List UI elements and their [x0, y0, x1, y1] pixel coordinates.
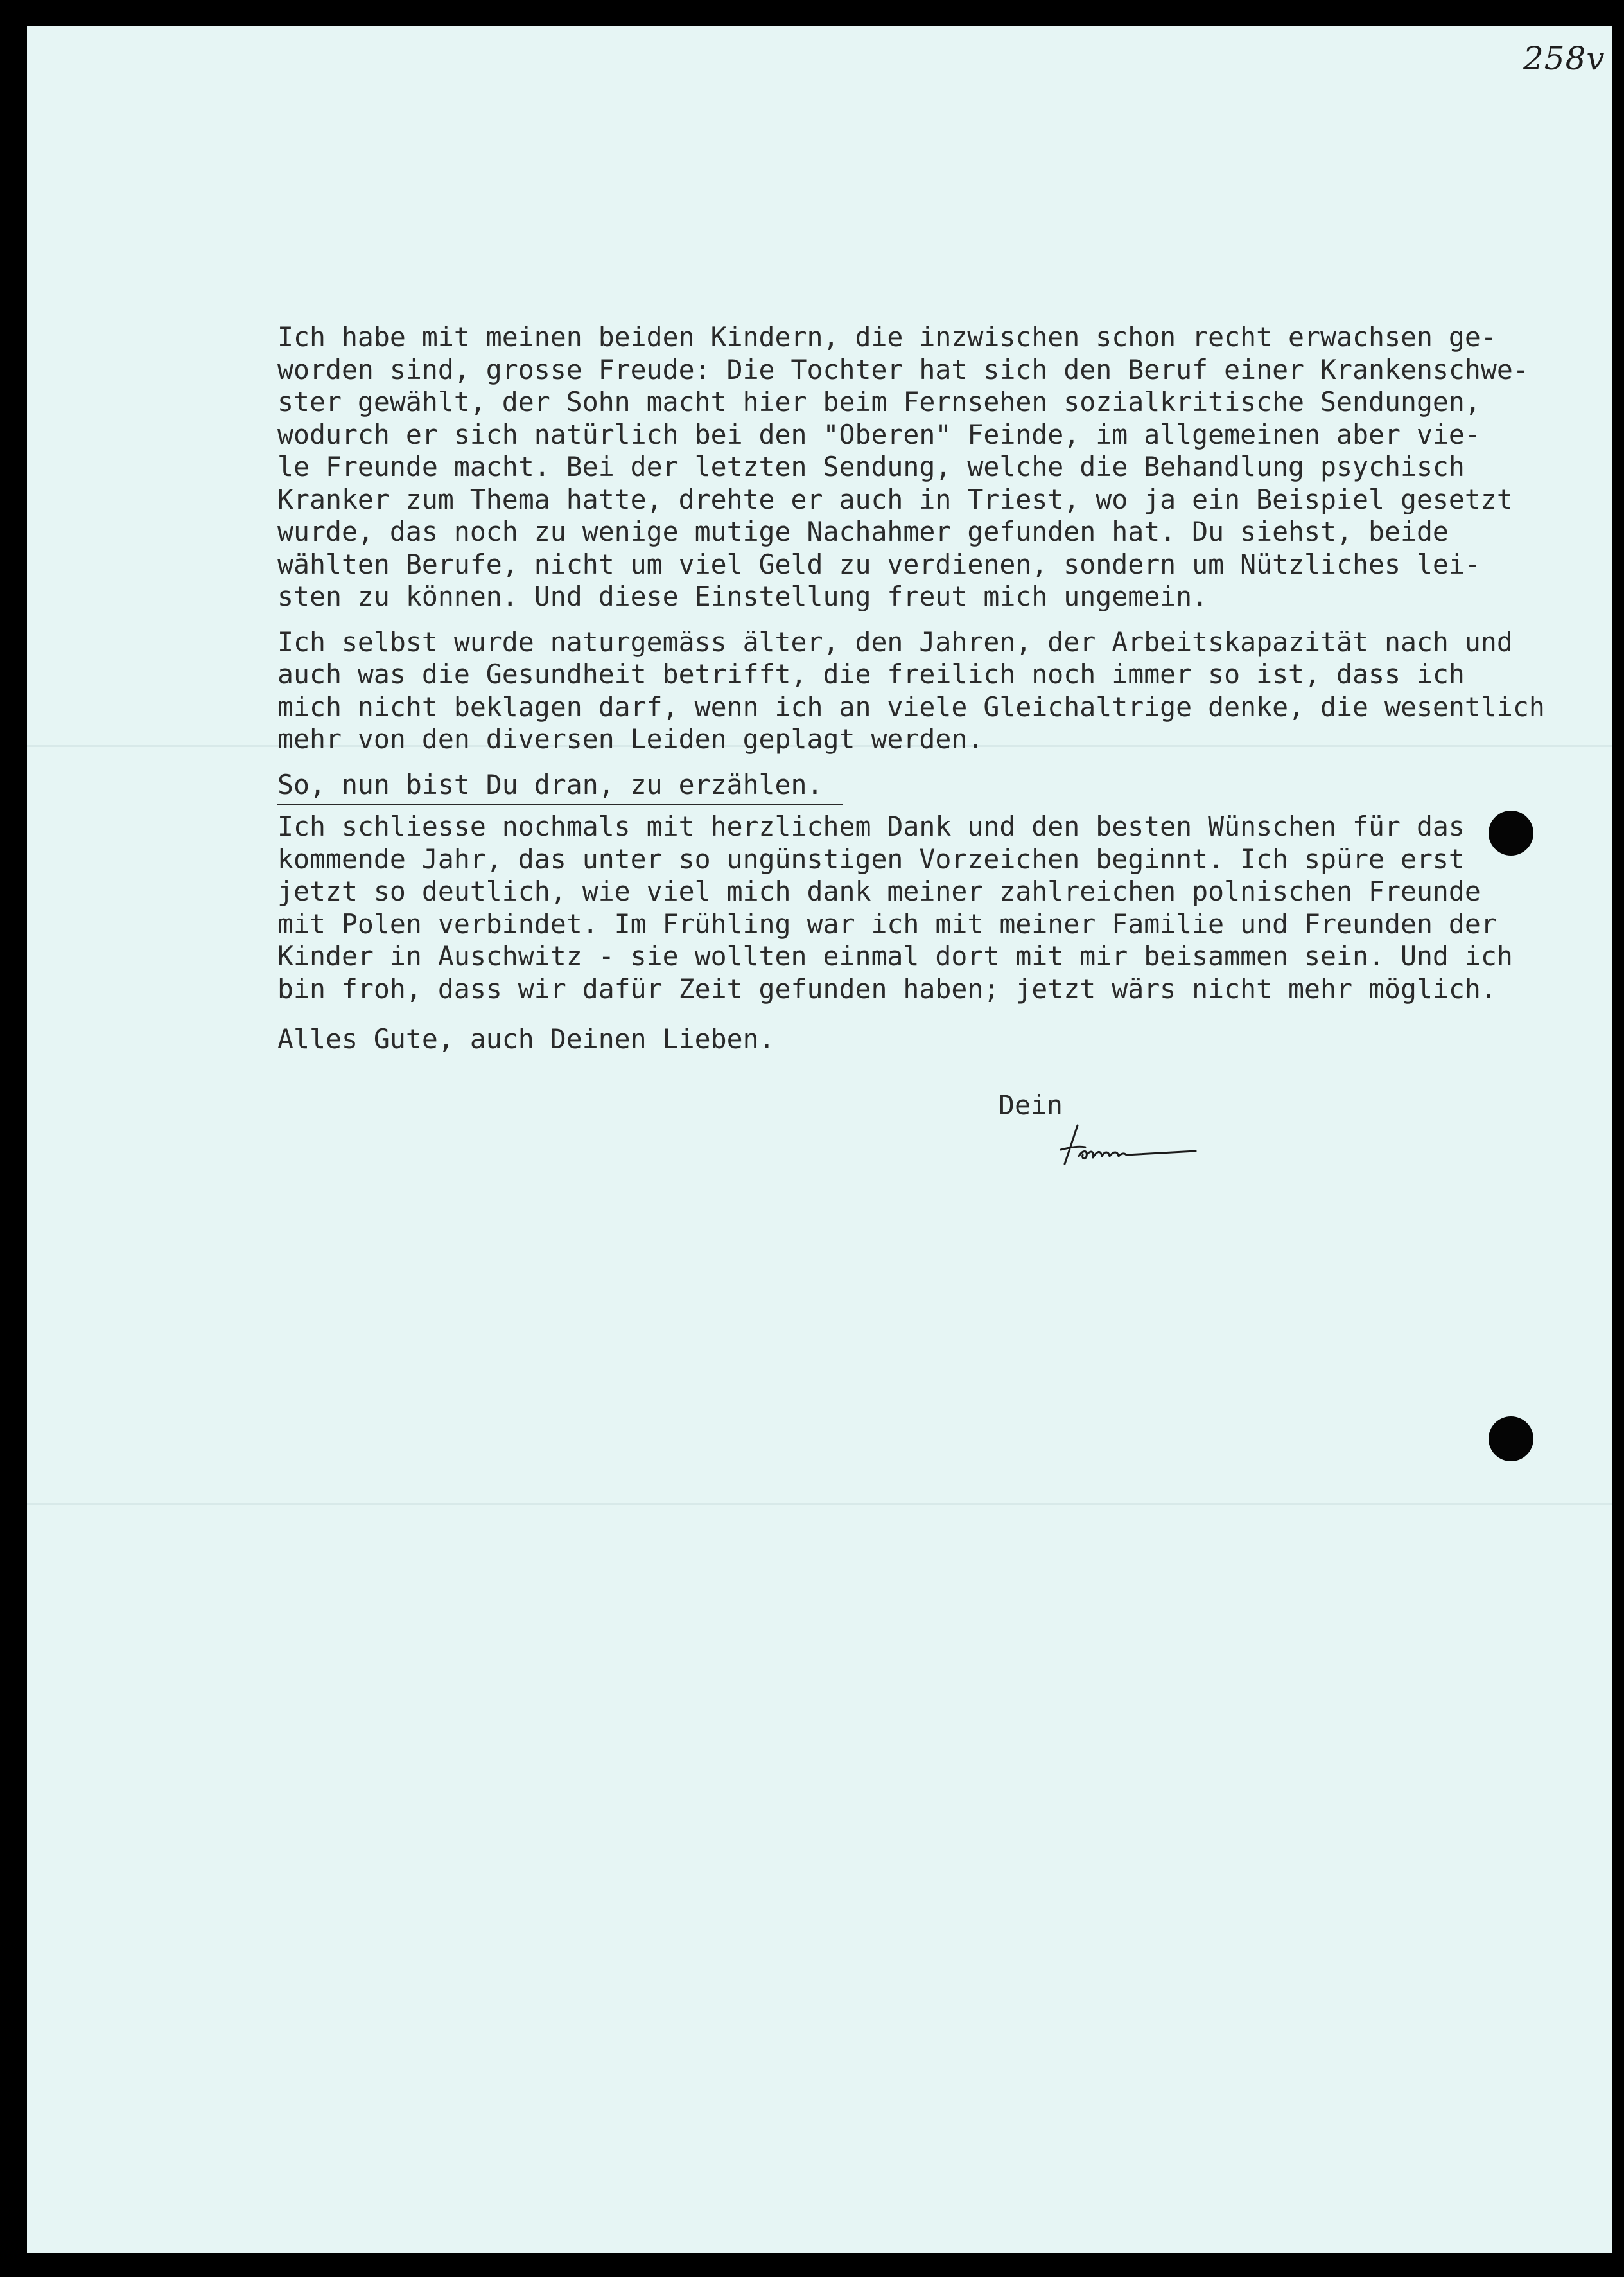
- paragraph-regards: [277, 1023, 1562, 1056]
- text-line: Ich habe mit meinen beiden Kindern, die inzwischen schon recht erwachsen ge-: [277, 321, 1497, 353]
- text-line: worden sind, grosse Freude: Die Tochter hat sich den Beruf einer Krankenschwe-: [277, 353, 1529, 385]
- text-line: Kranker zum Thema hatte, drehte er auch in Triest, wo ja ein Beispiel gesetzt: [277, 483, 1513, 515]
- text-line: kommende Jahr, das unter so ungünstigen Vorzeichen beginnt. Ich spüre erst: [277, 843, 1465, 875]
- text-line: Alles Gute, auch Deinen Lieben.: [277, 1023, 775, 1055]
- text-line: wodurch er sich natürlich bei den "Oberen" Feinde, im allgemeinen aber vie-: [277, 418, 1481, 450]
- text-line: mich nicht beklagen darf, wenn ich an viele Gleichaltrige denke, die wesentlich: [277, 690, 1545, 723]
- text-line: mit Polen verbindet. Im Frühling war ich mit meiner Familie und Freunden der: [277, 908, 1497, 940]
- text-line: Ich selbst wurde naturgemäss älter, den Jahren, der Arbeitskapazität nach und: [277, 626, 1513, 658]
- text-line: sten zu können. Und diese Einstellung freut mich ungemein.: [277, 581, 1209, 612]
- closing-salutation: Dein: [999, 1089, 1063, 1121]
- text-line: Kinder in Auschwitz - sie wollten einmal dort mit mir beisammen sein. Und ich: [277, 940, 1513, 972]
- text-line: Ich schliesse nochmals mit herzlichem Dank und den besten Wünschen für das: [277, 811, 1465, 842]
- text-line: le Freunde macht. Bei der letzten Sendung, welche die Behandlung psychisch: [277, 451, 1465, 482]
- paragraph-self: [277, 626, 1562, 756]
- handwritten-signature: [1060, 1118, 1252, 1175]
- paragraph-your-turn: [277, 769, 1562, 806]
- fold-line: [27, 1503, 1612, 1505]
- punch-hole: [1489, 811, 1533, 856]
- text-line: ster gewählt, der Sohn macht hier beim Fernsehen sozialkritische Sendungen,: [277, 386, 1481, 418]
- text-line: mehr von den diversen Leiden geplagt werden.: [277, 723, 984, 755]
- text-line: auch was die Gesundheit betrifft, die freilich noch immer so ist, dass ich: [277, 658, 1465, 690]
- archive-page-number: 258v: [1523, 40, 1605, 77]
- text-line: jetzt so deutlich, wie viel mich dank meiner zahlreichen polnischen Freunde: [277, 875, 1481, 907]
- punch-hole: [1489, 1416, 1533, 1461]
- text-line: wurde, das noch zu wenige mutige Nachahmer gefunden hat. Du siehst, beide: [277, 516, 1449, 547]
- letter-body: [277, 321, 1562, 1056]
- paragraph-thanks: [277, 811, 1562, 1005]
- paragraph-children: [277, 321, 1562, 613]
- text-line: wählten Berufe, nicht um viel Geld zu verdienen, sondern um Nützliches lei-: [277, 548, 1481, 580]
- underlined-text: So, nun bist Du dran, zu erzählen.: [277, 769, 843, 806]
- text-line: bin froh, dass wir dafür Zeit gefunden haben; jetzt wärs nicht mehr möglich.: [277, 972, 1497, 1005]
